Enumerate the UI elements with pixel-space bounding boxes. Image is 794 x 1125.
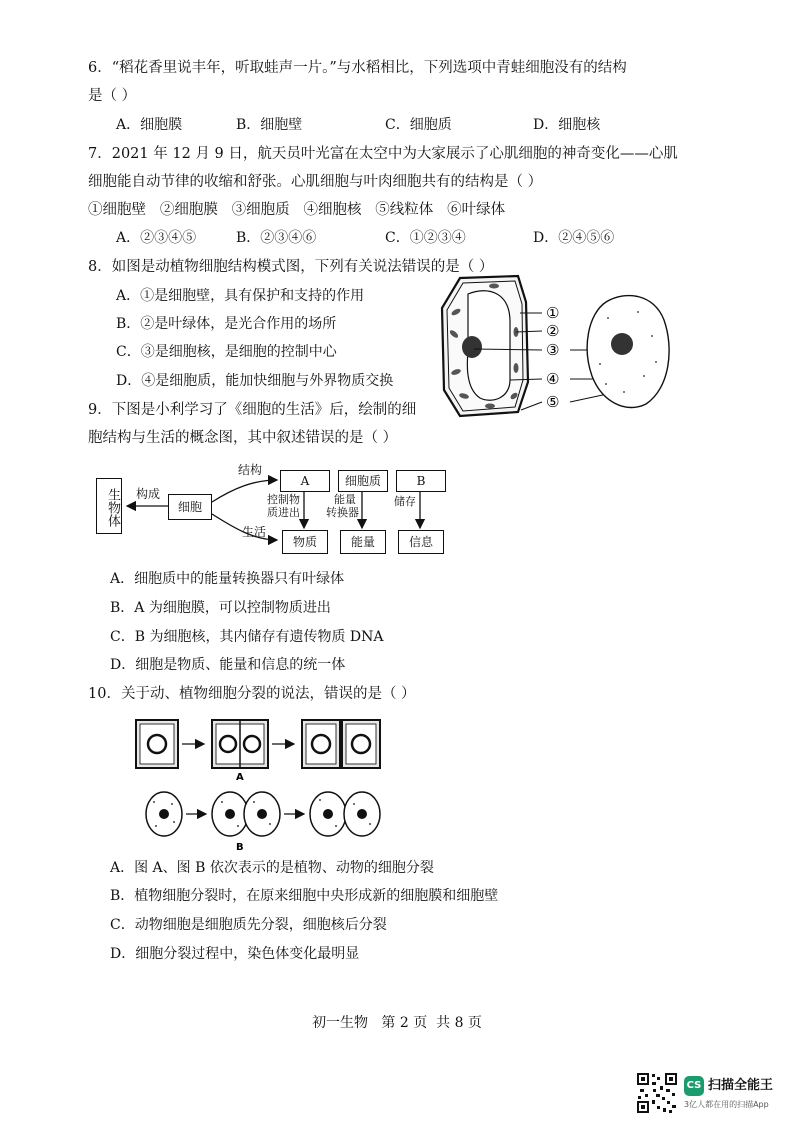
node-cytoplasm: 细胞质	[338, 470, 388, 492]
q10-division-figure	[130, 714, 390, 858]
q9-option-c: C．B 为细胞核，其内储存有遗传物质 DNA	[110, 629, 384, 645]
marker-3: ③	[546, 341, 560, 359]
q9-stem-line1: 9．下图是小利学习了《细胞的生活》后，绘制的细	[88, 402, 417, 418]
scanner-watermark	[636, 1070, 786, 1118]
label-life: 生活	[242, 525, 267, 539]
q8-cell-figure	[430, 272, 680, 420]
q8-option-b: B．②是叶绿体，是光合作用的场所	[116, 316, 337, 332]
q7-stem-line1: 7．2021 年 12 月 9 日，航天员叶光富在太空中为大家展示了心肌细胞的神奇变化——心肌	[88, 146, 678, 162]
node-energy: 能量	[340, 530, 386, 554]
animal-division-row	[146, 792, 380, 836]
node-matter: 物质	[282, 530, 328, 554]
q6-option-b: B．细胞壁	[236, 117, 303, 133]
plant-cell-drawing	[442, 276, 528, 416]
label-energy-1: 能量	[334, 493, 356, 506]
marker-5: ⑤	[546, 393, 560, 411]
node-cell: 细胞	[168, 494, 212, 520]
q7-option-c: C．①②③④	[385, 230, 466, 246]
q8-stem: 8．如图是动植物细胞结构模式图，下列有关说法错误的是（ ）	[88, 259, 494, 275]
q10-option-c: C．动物细胞是细胞质先分裂，细胞核后分裂	[110, 917, 387, 933]
marker-1: ①	[546, 304, 560, 322]
fig-a-label: A	[236, 772, 244, 783]
q6-option-a: A．细胞膜	[116, 117, 183, 133]
q9-option-a: A．细胞质中的能量转换器只有叶绿体	[110, 571, 345, 587]
q10-option-a: A．图 A、图 B 依次表示的是植物、动物的细胞分裂	[110, 860, 434, 876]
q10-option-d: D．细胞分裂过程中，染色体变化最明显	[110, 946, 360, 962]
label-store: 储存	[394, 495, 416, 508]
q9-concept-map	[94, 458, 464, 558]
q9-option-b: B．A 为细胞膜，可以控制物质进出	[110, 600, 331, 616]
q6-stem-line1: 6．“稻花香里说丰年，听取蛙声一片。”与水稻相比，下列选项中青蛙细胞没有的结构	[88, 60, 627, 76]
q8-option-a: A．①是细胞壁，具有保护和支持的作用	[116, 288, 365, 304]
q7-option-d: D．②④⑤⑥	[533, 230, 615, 246]
node-info: 信息	[398, 530, 444, 554]
scanner-app-name: 扫描全能王	[708, 1078, 774, 1093]
node-b: B	[396, 470, 446, 492]
marker-2: ②	[546, 322, 560, 340]
animal-cell-drawing	[587, 296, 669, 408]
qr-code-icon	[636, 1072, 678, 1114]
q7-stem-line2: 细胞能自动节律的收缩和舒张。心肌细胞与叶肉细胞共有的结构是（ ）	[88, 174, 543, 190]
q7-structure-list: ①细胞壁 ②细胞膜 ③细胞质 ④细胞核 ⑤线粒体 ⑥叶绿体	[88, 202, 506, 218]
q10-stem: 10．关于动、植物细胞分裂的说法，错误的是（ ）	[88, 686, 416, 702]
node-organism: 生物体	[96, 478, 122, 534]
q8-option-d: D．④是细胞质，能加快细胞与外界物质交换	[116, 373, 394, 389]
scanner-logo-icon: CS	[684, 1076, 704, 1096]
plant-division-row	[136, 720, 380, 768]
q10-option-b: B．植物细胞分裂时，在原来细胞中央形成新的细胞膜和细胞壁	[110, 888, 499, 904]
label-compose: 构成	[136, 487, 161, 501]
q9-stem-line2: 胞结构与生活的概念图，其中叙述错误的是（ ）	[88, 430, 398, 446]
node-a: A	[280, 470, 330, 492]
label-energy-2: 转换器	[326, 506, 359, 519]
q9-option-d: D．细胞是物质、能量和信息的统一体	[110, 657, 346, 673]
q6-option-c: C．细胞质	[385, 117, 452, 133]
q8-option-c: C．③是细胞核，是细胞的控制中心	[116, 344, 337, 360]
label-control-1: 控制物	[267, 493, 300, 506]
q7-option-a: A．②③④⑤	[116, 230, 197, 246]
label-structure: 结构	[238, 463, 263, 477]
q7-option-b: B．②③④⑥	[236, 230, 317, 246]
page-footer: 初一生物 第 2 页 共 8 页	[312, 1015, 482, 1031]
q6-option-d: D．细胞核	[533, 117, 601, 133]
marker-4: ④	[546, 370, 560, 388]
fig-b-label: B	[236, 842, 244, 853]
scanner-tagline: 3亿人都在用的扫描App	[684, 1100, 769, 1109]
q6-stem-line2: 是（ ）	[88, 88, 137, 104]
label-control-2: 质进出	[267, 506, 300, 519]
